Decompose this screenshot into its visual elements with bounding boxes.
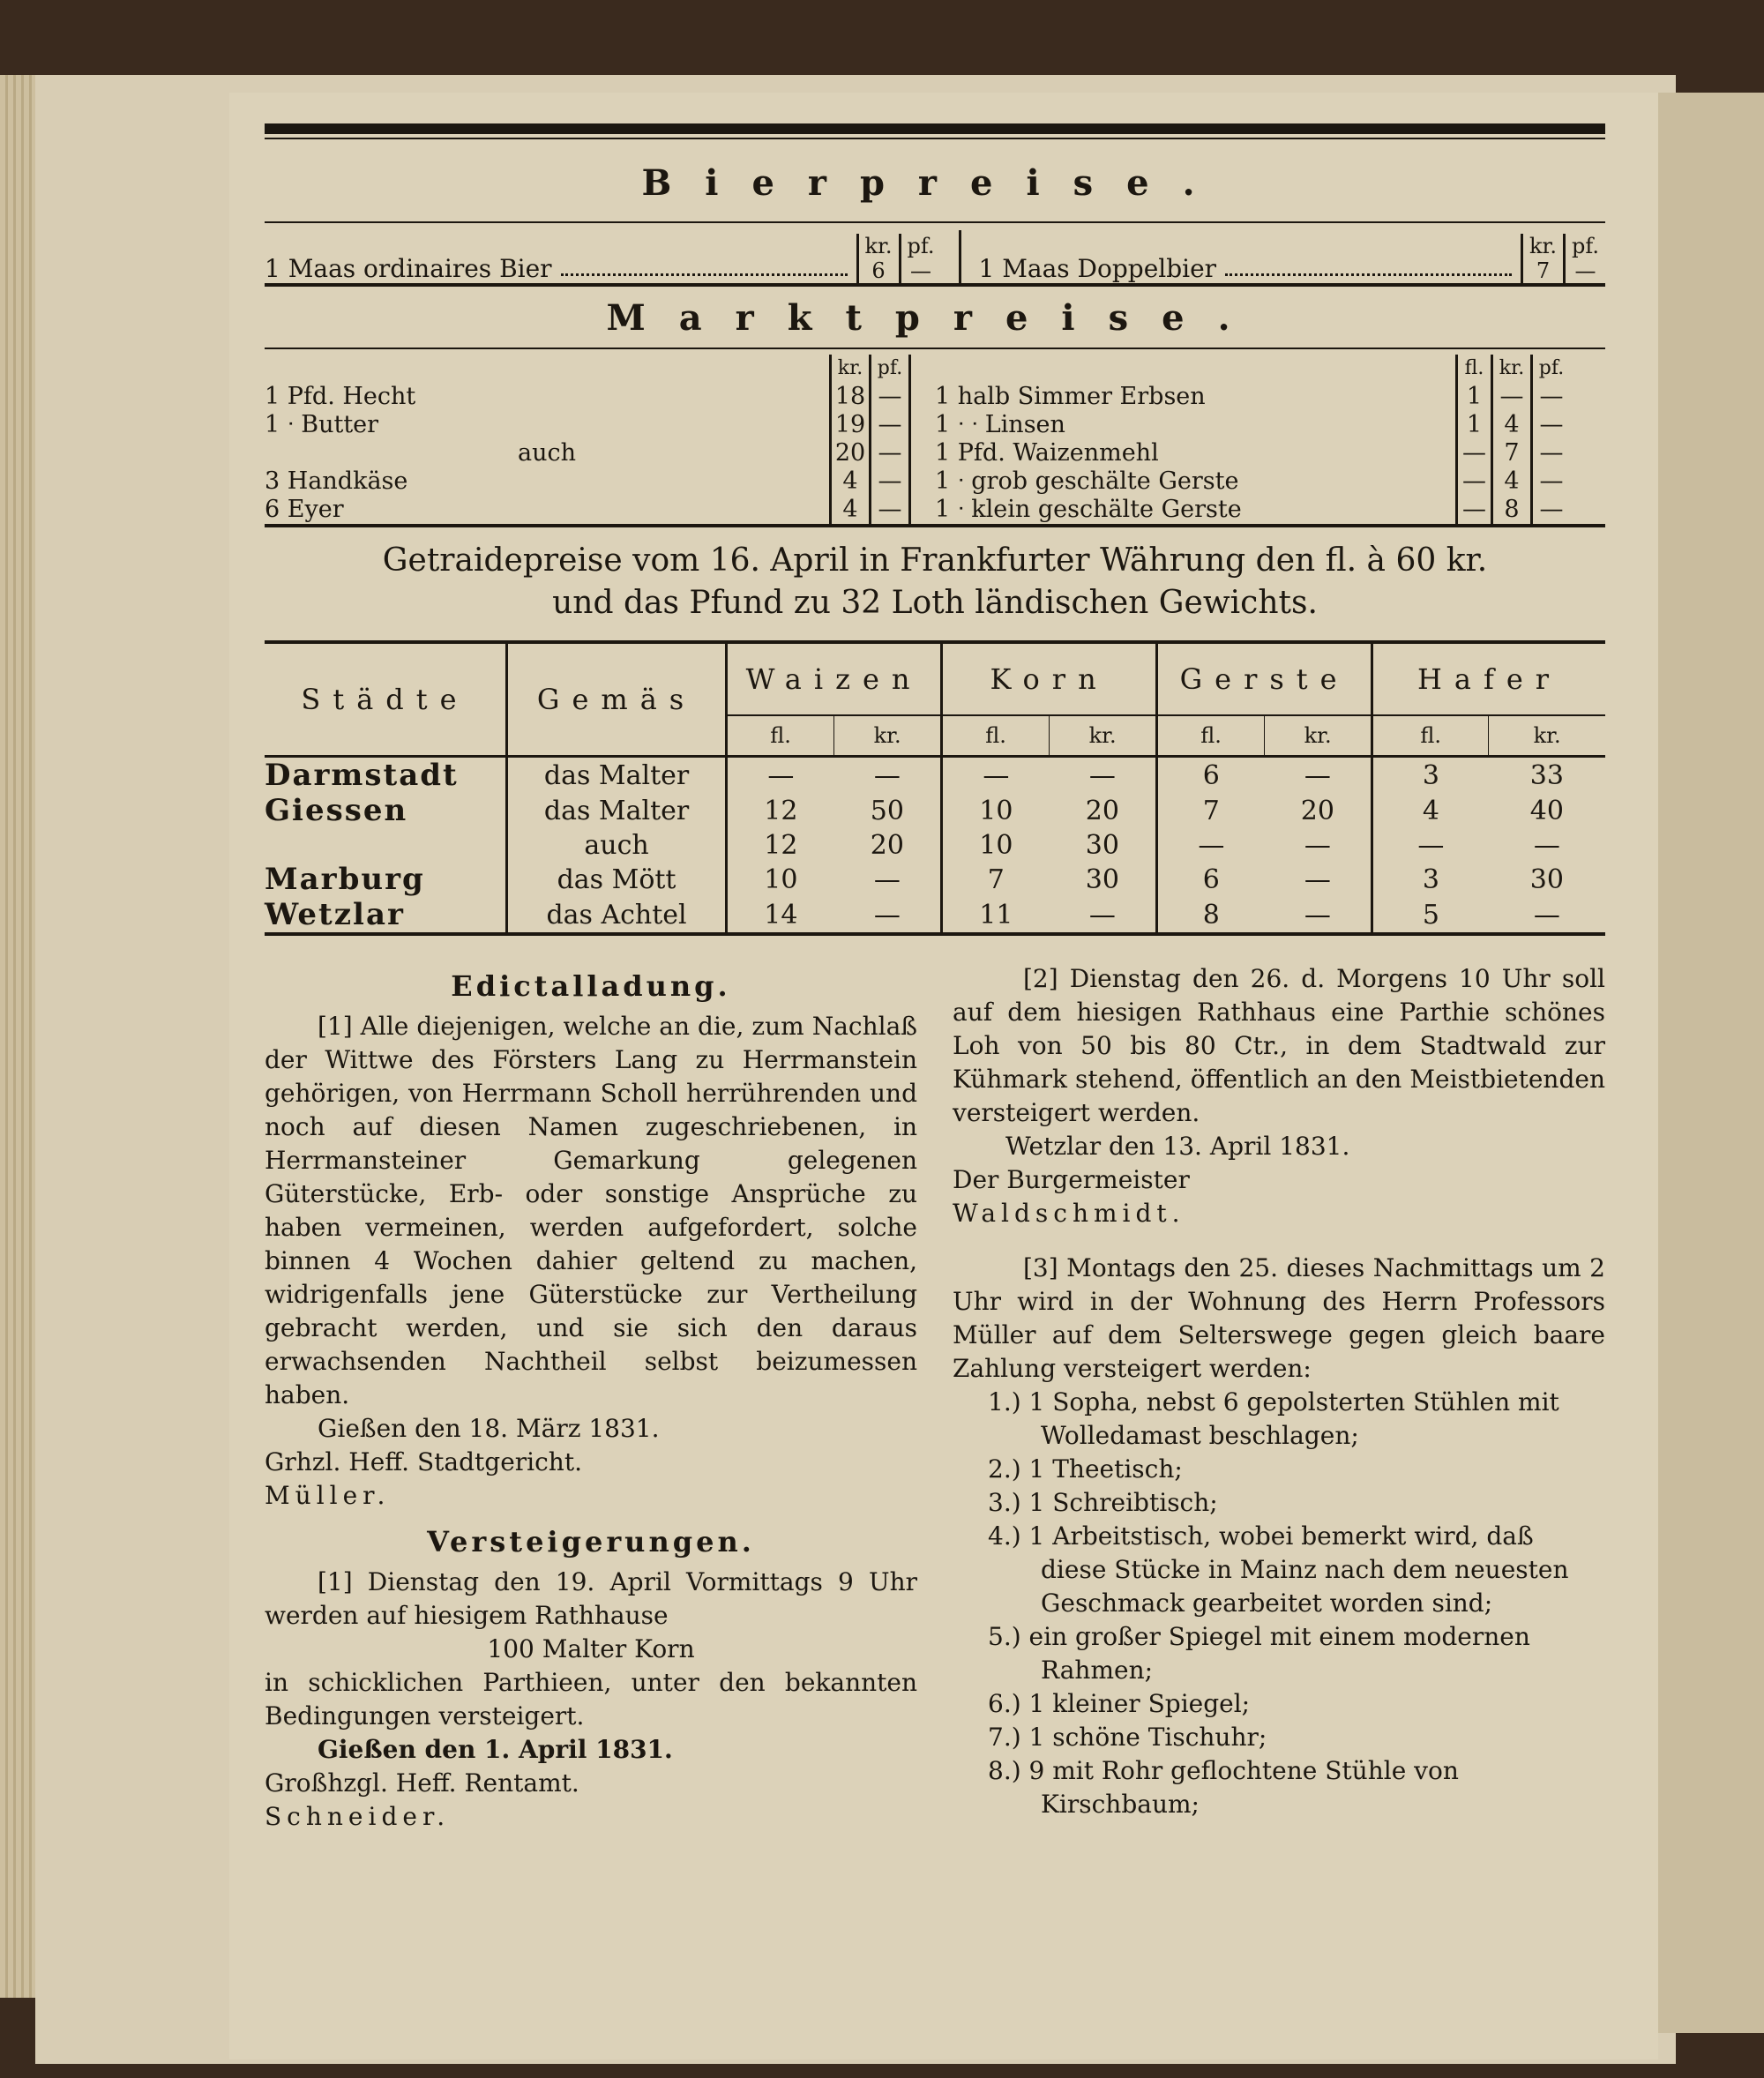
korn-kr: 30 — [1085, 863, 1119, 895]
mp-left-label: 1 Pfd. Hecht — [265, 383, 416, 410]
auction-item-list — [953, 1386, 1605, 1821]
getraide-bottom-rule — [265, 932, 1605, 936]
sub-kr: kr. — [834, 715, 942, 757]
korn-kr: — — [1088, 899, 1116, 931]
waizen-kr: — — [873, 759, 901, 791]
edictal-signature-office: Grhzl. Heff. Stadtgericht. — [265, 1447, 582, 1476]
hafer-kr: 30 — [1529, 863, 1564, 895]
verst-text-2: in schicklichen Parthieen, unter den bekannten Bedingungen versteigert. — [265, 1668, 917, 1730]
waizen-kr: 20 — [870, 829, 904, 861]
gerste-kr: — — [1304, 863, 1331, 895]
getraide-title-line2: und das Pfund zu 32 Loth ländischen Gewichts. — [552, 585, 1318, 621]
value-kr: 6 — [871, 258, 886, 283]
notice-3-text: [3] Montags den 25. dieses Nachmittags um 2 Uhr wird in der Wohnung des Herrn Professors Müller auf dem Selterswege gegen gleich baare Zahlung versteigert werden: — [953, 1253, 1605, 1383]
gerste-fl: 6 — [1157, 757, 1265, 794]
col-gerste: Gerste — [1157, 644, 1372, 715]
mp-right-label: 1 ᐧ grob geschälte Gerste — [935, 467, 1239, 495]
table-row — [265, 897, 1605, 932]
hafer-fl: — — [1372, 828, 1489, 862]
hafer-kr: — — [1533, 829, 1560, 861]
list-item: 1.) 1 Sopha, nebst 6 gepolsterten Stühlen mit Wolledamast beschlagen; — [988, 1387, 1559, 1450]
waizen-kr: — — [873, 863, 901, 895]
table-row — [265, 757, 1605, 794]
bier-1-kr — [856, 234, 899, 283]
measure-cell: das Mött — [507, 862, 727, 897]
leader-dots — [561, 273, 848, 276]
gerste-fl: — — [1157, 828, 1265, 862]
table-row — [265, 862, 1605, 897]
notice-2-text: [2] Dienstag den 26. d. Morgens 10 Uhr soll auf dem hiesigen Rathhaus eine Parthie schönes Loh von 50 bis 80 Ctr., in dem Stadtwald zur Kühmark stehend, öffentlich an den Meistbietenden versteigert werden. — [953, 964, 1605, 1127]
notice-2-signature-name: Waldschmidt. — [953, 1199, 1185, 1228]
mp-right-header-fl: fl. — [1455, 355, 1491, 383]
city-cell: Giessen — [265, 793, 408, 828]
notice-2-date: Wetzlar den 13. April 1831. — [1005, 1132, 1350, 1161]
getraide-table — [265, 644, 1605, 932]
hafer-fl: 3 — [1372, 862, 1489, 897]
gerste-kr: — — [1304, 829, 1331, 861]
mp-right-kr: — — [1491, 383, 1530, 411]
unit-kr: kr. — [864, 234, 893, 258]
hafer-kr: 33 — [1529, 759, 1564, 791]
city-cell: Darmstadt — [265, 758, 459, 793]
mp-left-label: 3 Handkäse — [265, 467, 408, 495]
notices-columns — [265, 962, 1605, 1834]
bier-1-pf — [899, 234, 941, 283]
notice-2-signature-title: Der Burgermeister — [953, 1165, 1190, 1194]
table-row — [265, 828, 1605, 862]
mp-right-header-kr: kr. — [1491, 355, 1530, 383]
sub-fl: fl. — [942, 715, 1050, 757]
gerste-fl: 7 — [1157, 793, 1265, 828]
mp-left-pf: — — [869, 439, 908, 467]
gerste-kr: — — [1304, 759, 1331, 791]
measure-cell: das Malter — [507, 793, 727, 828]
bier-item-1: 1 Maas ordinaires Bier — [265, 254, 552, 283]
sub-kr: kr. — [1050, 715, 1157, 757]
marktpreise-rule — [265, 348, 1605, 349]
sub-fl: fl. — [727, 715, 834, 757]
list-item: 3.) 1 Schreibtisch; — [988, 1488, 1218, 1517]
mp-right-pf: — — [1530, 439, 1570, 467]
gerste-fl: 6 — [1157, 862, 1265, 897]
mp-right-pf: — — [1530, 383, 1570, 411]
korn-fl: — — [942, 757, 1050, 794]
mp-right-pf: — — [1530, 467, 1570, 496]
mp-left-kr: 20 — [829, 439, 869, 467]
mp-left-kr: 4 — [829, 467, 869, 496]
marktpreise-bottom-rule — [265, 524, 1605, 527]
table-row — [265, 793, 1605, 828]
korn-fl: 11 — [942, 897, 1050, 932]
col-hafer: Hafer — [1372, 644, 1605, 715]
versteigerungen-heading: Versteigerungen. — [427, 1525, 755, 1558]
list-item: 6.) 1 kleiner Spiegel; — [988, 1689, 1251, 1718]
mp-right-fl: — — [1455, 496, 1491, 524]
hafer-kr: — — [1533, 899, 1560, 931]
waizen-fl: 14 — [727, 897, 834, 932]
measure-cell: das Malter — [507, 757, 727, 794]
verst-text-1: [1] Dienstag den 19. April Vormittags 9 Uhr werden auf hiesigem Rathhause — [265, 1567, 917, 1630]
waizen-fl: 12 — [727, 828, 834, 862]
hafer-fl: 4 — [1372, 793, 1489, 828]
mp-left-label: 6 Eyer — [265, 496, 344, 523]
mp-right-label: 1 halb Simmer Erbsen — [935, 383, 1206, 410]
hafer-fl: 5 — [1372, 897, 1489, 932]
col-staedte: Städte — [301, 683, 469, 716]
sub-fl: fl. — [1157, 715, 1265, 757]
unit-kr: kr. — [1529, 234, 1557, 258]
mp-right-kr: 4 — [1491, 467, 1530, 496]
waizen-fl: 12 — [727, 793, 834, 828]
col-waizen: Waizen — [727, 644, 942, 715]
bierpreise-bottom-rule — [265, 283, 1605, 287]
sub-kr: kr. — [1265, 715, 1372, 757]
mp-right-fl: — — [1455, 439, 1491, 467]
unit-pf: pf. — [907, 234, 935, 258]
korn-kr: 20 — [1085, 795, 1119, 826]
mp-right-label: 1 ᐧ ᐧ Linsen — [935, 411, 1065, 438]
value-pf: — — [910, 258, 931, 283]
mp-right-fl: — — [1455, 467, 1491, 496]
city-cell — [265, 828, 507, 862]
getraide-title — [265, 540, 1605, 624]
city-cell: Marburg — [265, 862, 425, 897]
hafer-fl: 3 — [1372, 757, 1489, 794]
bierpreise-row — [265, 228, 1605, 283]
measure-cell: auch — [507, 828, 727, 862]
waizen-fl: — — [727, 757, 834, 794]
korn-fl: 7 — [942, 862, 1050, 897]
list-item: 2.) 1 Theetisch; — [988, 1454, 1183, 1484]
korn-kr: — — [1088, 759, 1116, 791]
korn-fl: 10 — [942, 828, 1050, 862]
bierpreise-rule — [265, 221, 1605, 223]
edictal-text: [1] Alle diejenigen, welche an die, zum Nachlaß der Wittwe des Försters Lang zu Herrmanstein gehörigen, von Herrmann Scholl herrührenden und noch auf diesen Namen zugeschriebenen, in Herrmansteiner Gemarkung gelegenen Güterstücke, Erb- oder sonstige Ansprüche zu haben vermeinen, werden aufgefordert, solche binnen 4 Wochen dahier geltend zu machen, widrigenfalls jene Güterstücke zur Vertheilung gebracht werden, und sie sich den daraus erwachsenden Nachtheil selbst beizumessen haben. — [265, 1012, 917, 1409]
mp-right-header-pf: pf. — [1530, 355, 1570, 383]
left-column — [265, 962, 917, 1834]
mp-left-pf: — — [869, 383, 908, 411]
column-divider — [941, 230, 961, 283]
mp-left-header-kr: kr. — [829, 355, 869, 383]
col-gemaes: Gemäs — [507, 644, 727, 757]
mp-right-pf: — — [1530, 411, 1570, 439]
mp-left-pf: — — [869, 411, 908, 439]
mp-left-kr: 18 — [829, 383, 869, 411]
top-double-rule — [265, 123, 1605, 134]
marktpreise-title: Marktpreise. — [606, 297, 1264, 339]
list-item: 4.) 1 Arbeitstisch, wobei bemerkt wird, daß diese Stücke in Mainz nach dem neuesten Geschmack gearbeitet worden sind; — [988, 1521, 1569, 1618]
marktpreise-table — [265, 355, 1605, 524]
hafer-kr: 40 — [1529, 795, 1564, 826]
edictal-date: Gießen den 18. März 1831. — [318, 1414, 660, 1443]
sub-kr: kr. — [1489, 715, 1605, 757]
measure-cell: das Achtel — [507, 897, 727, 932]
waizen-kr: — — [873, 899, 901, 931]
mp-right-kr: 7 — [1491, 439, 1530, 467]
city-cell: Wetzlar — [265, 897, 405, 932]
mp-right-fl: 1 — [1455, 383, 1491, 411]
value-kr: 7 — [1536, 258, 1551, 283]
gerste-kr: 20 — [1300, 795, 1334, 826]
mp-right-fl: 1 — [1455, 411, 1491, 439]
korn-kr: 30 — [1085, 829, 1119, 861]
right-column — [953, 962, 1605, 1834]
bierpreise-title: Bierpreise. — [641, 162, 1229, 204]
bier-item-2: 1 Maas Doppelbier — [978, 254, 1217, 283]
leader-dots — [1225, 273, 1512, 276]
waizen-kr: 50 — [870, 795, 904, 826]
korn-fl: 10 — [942, 793, 1050, 828]
facing-page-edge — [1658, 93, 1764, 2033]
gerste-kr: — — [1304, 899, 1331, 931]
mp-right-kr: 4 — [1491, 411, 1530, 439]
value-pf: — — [1574, 258, 1596, 283]
mp-right-pf: — — [1530, 496, 1570, 524]
mp-left-pf: — — [869, 467, 908, 496]
page-content — [265, 123, 1605, 1834]
list-item: 8.) 9 mit Rohr geflochtene Stühle von Kirschbaum; — [988, 1756, 1459, 1819]
waizen-fl: 10 — [727, 862, 834, 897]
mp-left-header-pf: pf. — [869, 355, 908, 383]
list-item: 7.) 1 schöne Tischuhr; — [988, 1723, 1267, 1752]
getraide-title-line1: Getraidepreise vom 16. April in Frankfurter Währung den fl. à 60 kr. — [382, 542, 1488, 579]
verst-signature-name: Schneider. — [265, 1802, 451, 1831]
col-korn: Korn — [942, 644, 1157, 715]
mp-right-label: 1 ᐧ klein geschälte Gerste — [935, 496, 1242, 523]
edictal-heading: Edictalladung. — [451, 969, 731, 1003]
mp-left-label: 1 ᐧ Butter — [265, 411, 379, 438]
mp-left-kr: 4 — [829, 496, 869, 524]
verst-date: Gießen den 1. April 1831. — [318, 1735, 673, 1764]
bier-2-kr — [1521, 234, 1563, 283]
list-item: 5.) ein großer Spiegel mit einem modernen Rahmen; — [988, 1622, 1530, 1685]
mp-right-kr: 8 — [1491, 496, 1530, 524]
mp-right-label: 1 Pfd. Waizenmehl — [935, 439, 1159, 467]
mp-left-pf: — — [869, 496, 908, 524]
gerste-fl: 8 — [1157, 897, 1265, 932]
mp-left-label: auch — [518, 439, 576, 467]
verst-center: 100 Malter Korn — [487, 1634, 695, 1663]
edictal-signature-name: Müller. — [265, 1481, 391, 1510]
unit-pf: pf. — [1571, 234, 1600, 258]
top-thin-rule — [265, 138, 1605, 139]
sub-fl: fl. — [1372, 715, 1489, 757]
bier-2-pf — [1563, 234, 1605, 283]
verst-signature-office: Großhzgl. Heff. Rentamt. — [265, 1768, 579, 1798]
mp-left-kr: 19 — [829, 411, 869, 439]
